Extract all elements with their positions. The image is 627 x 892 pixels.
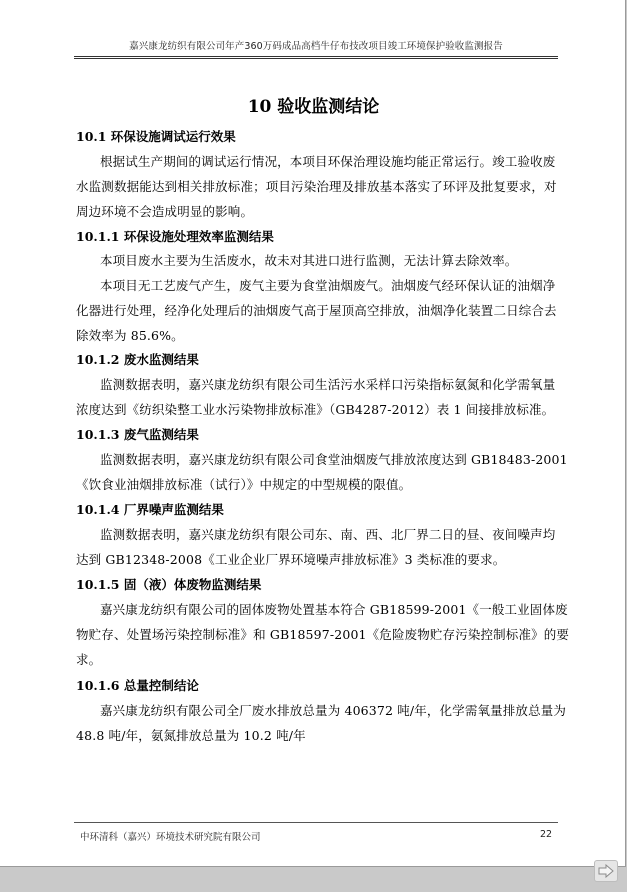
paragraph-line: 监测数据表明，嘉兴康龙纺织有限公司食堂油烟废气排放浓度达到 GB18483-2001	[100, 452, 568, 467]
paragraph-line: 水监测数据能达到相关排放标准；项目污染治理及排放基本落实了环评及批复要求，对	[76, 179, 557, 194]
section-heading-10-1-2: 10.1.2 废水监测结果	[76, 352, 199, 367]
paragraph-line: 物贮存、处置场污染控制标准》和 GB18597-2001《危险废物贮存污染控制标准》的要	[76, 627, 570, 642]
chapter-title: 10 验收监测结论	[247, 97, 380, 117]
header-rule-secondary	[74, 58, 558, 59]
next-page-button[interactable]	[594, 860, 618, 882]
paragraph-line: 监测数据表明，嘉兴康龙纺织有限公司生活污水采样口污染指标氨氮和化学需氧量	[100, 377, 556, 392]
section-heading-10-1-4: 10.1.4 厂界噪声监测结果	[76, 502, 224, 517]
paragraph-line: 监测数据表明，嘉兴康龙纺织有限公司东、南、西、北厂界二日的昼、夜间噪声均	[100, 527, 556, 542]
header-rule	[74, 56, 558, 57]
arrow-right-icon	[598, 864, 614, 878]
paragraph-line: 浓度达到《纺织染整工业水污染物排放标准》（GB4287-2012）表 1 间接排放标准。	[76, 402, 555, 417]
section-heading-10-1-3: 10.1.3 废气监测结果	[76, 427, 199, 442]
paragraph-line: 根据试生产期间的调试运行情况，本项目环保治理设施均能正常运行。竣工验收废	[100, 154, 556, 169]
footer-organization: 中环清科（嘉兴）环境技术研究院有限公司	[80, 832, 261, 843]
paragraph-line: 求。	[76, 652, 102, 667]
paragraph-line: 48.8 吨/年，氨氮排放总量为 10.2 吨/年	[76, 728, 306, 743]
paragraph-line: 本项目废水主要为生活废水，故未对其进口进行监测，无法计算去除效率。	[100, 253, 518, 268]
section-heading-10-1-5: 10.1.5 固（液）体废物监测结果	[76, 577, 262, 592]
page-number: 22	[540, 829, 553, 840]
paragraph-line: 周边环境不会造成明显的影响。	[76, 204, 254, 219]
section-heading-10-1-1: 10.1.1 环保设施处理效率监测结果	[76, 229, 274, 244]
footer-rule	[74, 822, 558, 823]
paragraph-line: 嘉兴康龙纺织有限公司的固体废物处置基本符合 GB18599-2001《一般工业固体废	[100, 602, 568, 617]
paragraph-line: 本项目无工艺废气产生，废气主要为食堂油烟废气。油烟废气经环保认证的油烟净	[100, 278, 556, 293]
paragraph-line: 《饮食业油烟排放标准（试行）》中规定的中型规模的限值。	[76, 477, 412, 492]
paragraph-line: 化器进行处理，经净化处理后的油烟废气高于屋顶高空排放，油烟净化装置二日综合去	[76, 303, 557, 318]
paragraph-line: 嘉兴康龙纺织有限公司全厂废水排放总量为 406372 吨/年，化学需氧量排放总量为	[100, 703, 567, 718]
section-heading-10-1: 10.1 环保设施调试运行效果	[76, 129, 236, 144]
running-header: 嘉兴康龙纺织有限公司年产360万码成品高档牛仔布技改项目竣工环境保护验收监测报告	[129, 41, 503, 52]
section-heading-10-1-6: 10.1.6 总量控制结论	[76, 678, 199, 693]
paragraph-line: 达到 GB12348-2008《工业企业厂界环境噪声排放标准》3 类标准的要求。	[76, 552, 506, 567]
paragraph-line: 除效率为 85.6%。	[76, 328, 184, 343]
